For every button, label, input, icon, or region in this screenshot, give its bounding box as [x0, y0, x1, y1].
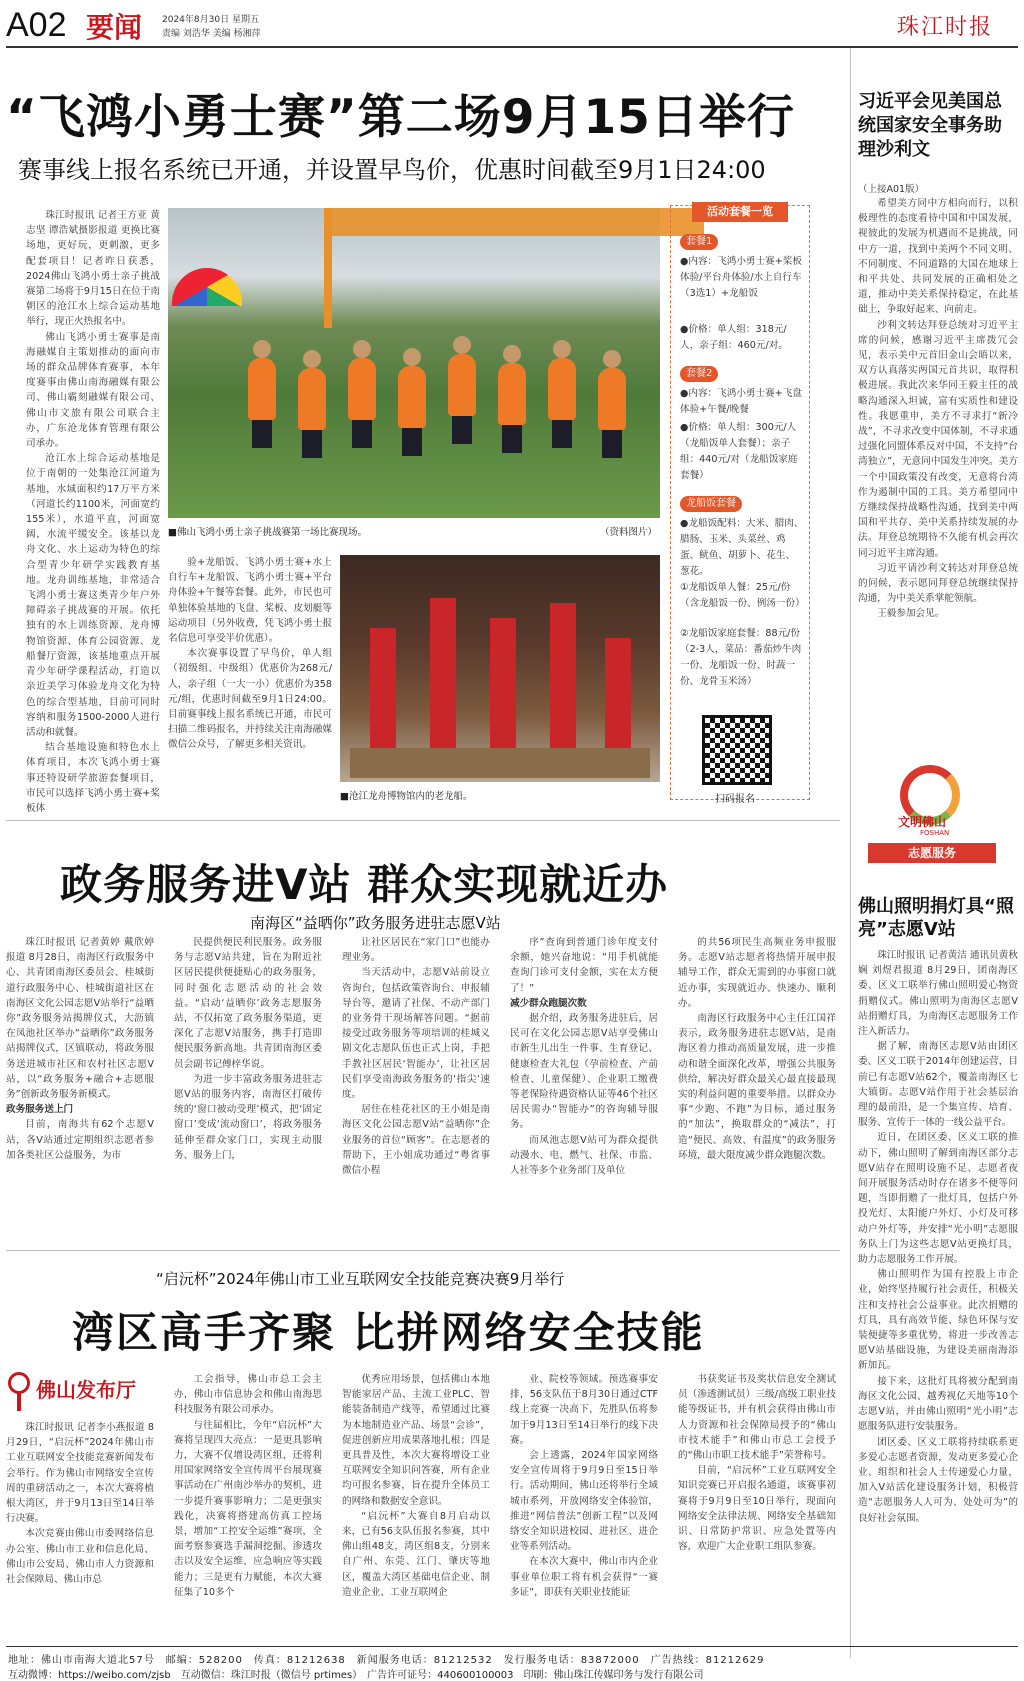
- paragraph: 目前，南海共有62个志愿V站，各V站通过定期组织志愿者参加各类社区公益服务，为市: [6, 1119, 154, 1161]
- photo1-caption: ■佛山飞鸿小勇士亲子挑战赛第一场比赛现场。: [168, 527, 367, 538]
- story1-subhead: 赛事线上报名系统已开通，并设置早鸟价，优惠时间截至9月1日24:00: [18, 156, 766, 184]
- flag: [430, 598, 456, 748]
- paragraph: 序”查询到普通门诊年度支付余额，她兴奋地说：“用手机就能查询门诊可支付金额，实在太方便了！”: [510, 937, 658, 994]
- story3-column-3: [342, 1372, 490, 1630]
- package-item: ●内容：飞鸿小勇士赛+桨板体验/平台舟体验/水上自行车（3选1）+龙船饭: [680, 256, 802, 299]
- story1-headline: “飞鸿小勇士赛”第二场9月15日举行: [6, 90, 795, 145]
- package-box-title: 活动套餐一览: [692, 202, 788, 222]
- story2-column-4: [510, 935, 658, 1225]
- start-arch: [324, 208, 704, 236]
- subheading: 政务服务送上门: [6, 1104, 74, 1116]
- story3-kicker: “启沅杯”2024年佛山市工业互联网安全技能竞赛决赛9月举行: [156, 1270, 565, 1288]
- story2-column-1: [6, 935, 154, 1225]
- logo-text: 佛山发布厅: [36, 1378, 136, 1402]
- paragraph: 业、院校等领域。预选赛事安排，56支队伍于8月30日通过CTF线上竞赛一决高下，先胜队伍将参加于9月13日至14日举行的线下决赛。: [510, 1374, 658, 1446]
- runner: [548, 358, 576, 420]
- header-rule: [6, 46, 1018, 48]
- flag: [550, 603, 576, 748]
- paragraph: 工会指导，佛山市总工会主办，佛山市信息协会和佛山南海思科技服务有限公司承办。: [174, 1374, 322, 1416]
- runner: [248, 358, 276, 420]
- paragraph: 珠江时报讯 记者李小燕报道 8月29日，“启沅杯”2024年佛山市工业互联网安全技能竞赛新闻发布会举行。作为佛山市网络安全宣传周的重磅活动之一，本次大赛将植根大湾区，并于9月13日至14日举行决赛。: [6, 1422, 154, 1525]
- paragraph: 的共56项民生高频业务申报服务。志愿V站志愿者将热情开展申报辅导工作，群众无需到的办事窗口就近办事，实现就近办、快速办、顺利办。: [678, 937, 836, 1009]
- page-number: A02: [6, 6, 67, 44]
- paragraph: 沧江水上综合运动基地是位于南朝的一处集沧江河道为基地，水域面积约17万平方米（河道长约1100米，河面宽约155米），水道平直，河面宽阔，水流平缓安全。该基以龙舟文化、水上运动为特色的综合型青少年研学实践教育基地。龙舟训练基地，非常适合飞鸿小勇士赛这类青少年户外障碍亲子挑战赛的开展。依托独有的水上训练资源、龙舟博物馆资源、体育公园资源、龙船餐厅资源，该基地重点开展青少年研学课程活动，打造以亲近美学习体验龙舟文化为特色的综合型基地，目前可同时容纳和服务1500-2000人进行活动和就餐。: [26, 453, 160, 738]
- paragraph: 沙利文转达拜登总统对习近平主席的问候，感谢习近平主席拨冗会见，表示美中元首旧金山会晤以来，双方认真落实两国元首共识，取得积极进展。我此次来华同王毅主任的战略沟通深入坦诚，富有实质性和建设性。我愿重申，美方不寻求打“新冷战”，不寻求改变中国体制，不寻求通过强化同盟体系反对中国，不支持“台湾独立”，无意同中国发生冲突。美方一个中国政策没有改变，无意将台湾作为遏制中国的工具。美方希望同中方继续保持战略性沟通，找到美中两国和平共存、美中关系持续发展的办法。拜登总统期待不久能有机会再次同习近平主席沟通。: [858, 319, 1018, 559]
- race-photo: [168, 208, 660, 518]
- issue-date: 2024年8月30日 星期五: [162, 15, 259, 25]
- paragraph: 结合基地设施和特色水上体育项目，本次飞鸿小勇士赛事还特设研学旅游套餐项目，市民可以选择飞鸿小勇士赛+桨板体: [26, 742, 160, 814]
- paragraph: 据了解，南海区志愿V站由团区委、区义工联于2014年创建运营，目前已有志愿V站62个，覆盖南海区七大镇街。志愿V站作用于社会基层治理的最前沿，是一个集宣传、培育、服务、宣传于一体的一线公益平台。: [858, 1041, 1018, 1129]
- section-rule: [6, 820, 840, 821]
- paragraph: 本次竞赛由佛山市委网络信息办公室、佛山市工业和信息化局、佛山市公安局、佛山市人力资源和社会保障局、佛山市总: [6, 1528, 154, 1586]
- story2-headline: 政务服务进Ⅴ站 群众实现就近办: [60, 860, 669, 909]
- paragraph: 佛山飞鸿小勇士赛事是南海融媒自主策划推动的面向市场的群众品牌体育赛事，本年度赛事由佛山南海融媒有限公司、佛山霸刻融媒有限公司、佛山市文旅有限公司联合主办，广东沧龙体育管理有限公司承办。: [26, 331, 160, 450]
- paragraph: 希望美方同中方相向而行，以积极理性的态度看待中国和中国发展，视彼此的发展为机遇而不是挑战，同中方一道，找到中美两个不同文明、不同制度、不同道路的大国在地球上和平共处、共同发展的正确相处之道，推动中美关系保持稳定，在此基础上，争取好起来、向前走。: [858, 198, 1018, 316]
- arch-post: [324, 208, 332, 328]
- civilized-foshan-logo: [868, 765, 1018, 867]
- package-item: ●内容：飞鸿小勇士赛+飞盘体验+午餐/晚餐: [680, 388, 802, 415]
- column-rule: [850, 48, 851, 1658]
- package-item: ●价格：单人组：300元/人（龙船饭单人套餐）；亲子组：440元/对（龙船饭家庭套餐）: [680, 422, 798, 481]
- paragraph: 为进一步丰富政务服务进驻志愿V站的服务内容，南海区打破传统的‘窗口被动受理’模式，把‘固定窗口’变成‘流动窗口’，将政务服务延伸至群众家门口，实现主动服务、服务上门，: [174, 1073, 322, 1161]
- paragraph: 目前，“启沅杯”工业互联网安全知识竞赛已开启报名通道，该赛事初赛将于9月9日至10日举行，现面向网络安全法律法规、网络安全基础知识、日常防护常识、应急处置等内容，欢迎广大企业职工组队参赛。: [678, 1465, 836, 1553]
- paragraph: 民提供便民利民服务。政务服务与志愿V站共建，旨在为附近社区居民提供便捷贴心的政务服务，同时强化志愿活动的社会效益。“启动‘益晒你’政务志愿服务站，不仅拓宽了政务服务渠道，更深化了志愿V站服务，携手打造即便民服务新高地。共青团南海区委员会副书记傅梓华说。: [174, 937, 322, 1070]
- paragraph: 与往届相比，今年“启沅杯”大赛将呈现四大亮点：一是更具影响力，大赛不仅增设湾区组，还将利用国家网络安全宣传周平台展现赛事活动在广州南沙举办的契机，进一步提升赛事影响力；二是更强实践化，决赛将搭建高仿真工控场景，增加“工控安全运维”赛项，全面考察参赛选手漏洞挖掘、渗透攻击以及安全运维、应急响应等实践能力；三是更有力赋能，本次大赛征集了10多个: [174, 1419, 322, 1598]
- footer-rule: [6, 1646, 1018, 1647]
- paragraph: 当天活动中，志愿V站前设立咨询台，包括政策咨询台、申报辅导台等，邀请了社保、不动产部门的业务骨干现场解答问题。“据前接受过政务服务等项培训的桂城义剧文化志愿队伍也正式上岗，手把手教社区居民‘智能办’，让社区居民们享受南海政务服务的‘指尖’速度。: [342, 967, 490, 1101]
- paragraph: 书获奖证书及奖状信息安全测试员（渗透测试员）三级/高级工职业技能等级证书，并有机会获得由佛山市人力资源和社会保障局授予的“佛山市技术能手”和佛山市总工会授予的“佛山市职工技术能手”荣誉称号。: [678, 1374, 836, 1462]
- section-rule: [6, 1250, 840, 1251]
- paragraph: 本次赛事设置了早鸟价，单人组（初级组、中级组）优惠价为268元/人，亲子组（一大一小）优惠价为358元/组，优惠时间截至9月1日24:00。目前赛事线上报名系统已开通，市民可扫描二维码报名，并持续关注南海融媒微信公众号，了解更多相关资讯。: [168, 648, 332, 751]
- package-item: ●价格：单人组：318元/人，亲子组：460元/对。: [680, 324, 788, 351]
- package-item: ②龙船饭家庭套餐：88元/份（2-3人，菜品：番茄炒牛肉一份、龙船饭一份、时蔬一份、龙骨玉米汤）: [680, 628, 802, 687]
- flag: [605, 638, 631, 748]
- paragraph: 据介绍，政务服务进驻后，居民可在文化公园志愿V站享受佛山市新生儿出生一件事、生育登记、健康检查大礼包（孕前检查、产前检查、儿童保健）、企业职工缴费等老保险待遇资格认证等46个社区居民需办“智能办”的咨询辅导服务。: [510, 1013, 658, 1131]
- paragraph: 近日，在团区委、区义工联的推动下，佛山照明了解到南海区部分志愿V站存在照明设施不足、志愿者夜间开展服务活动时存在诸多不便等问题，当即捐赠了一批灯具，包括户外投光灯、太阳能户外灯、小灯及可移动户外灯等，并安排“光小明”志愿服务队上门为这些志愿V站更换灯具，助力志愿服务工作开展。: [858, 1132, 1018, 1266]
- story2-column-2: [174, 935, 322, 1225]
- story2-subhead: 南海区“益晒你”政务服务进驻志愿Ⅴ站: [250, 914, 501, 932]
- story3-column-4: [510, 1372, 658, 1630]
- runner: [348, 358, 376, 420]
- umbrella: [172, 268, 242, 306]
- runner: [448, 354, 476, 416]
- photo1-source: （资料图片）: [600, 527, 658, 538]
- right-story2-headline: 佛山照明捐灯具“照亮”志愿V站: [858, 896, 1014, 940]
- paragraph: “启沅杯”大赛自8月启动以来，已有56支队伍报名参赛，其中佛山组48支，湾区组8支，分别来自广州、东莞、江门、肇庆等地区，覆盖大湾区基础电信企业、制造业企业、工业互联网企: [342, 1510, 490, 1598]
- footer-contact: 地址：佛山市南海大道北57号 邮编：528200 传真：81212638 新闻服务电话：81212532 发行服务电话：83872000 广告热线：81212629: [8, 1655, 765, 1666]
- story3-column-1: [6, 1420, 154, 1630]
- story3-column-5: [678, 1372, 836, 1630]
- story3-column-2: [174, 1372, 322, 1630]
- package-tag: 套餐2: [680, 366, 718, 382]
- foshan-release-logo: [6, 1372, 156, 1412]
- dragon-boat: [350, 748, 650, 778]
- logo-en: FOSHAN: [920, 829, 950, 837]
- runner: [598, 368, 626, 430]
- paragraph: 珠江时报讯 记者黄洁 通讯员黄秋娴 刘煜君报道 8月29日，团南海区委、区义工联举行佛山照明爱心物资捐赠仪式。佛山照明为南海区志愿V站捐赠灯具，为南海区志愿服务工作注入新活力。: [858, 950, 1018, 1038]
- paragraph: 在本次大赛中，佛山市内企业事业单位职工将有机会获得“一赛多证”，即获有关职业技能证: [510, 1556, 658, 1598]
- story1-column-1: [26, 208, 160, 814]
- paragraph: 接下来，这批灯具将被分配到南海区文化公园、越秀视亿天地等10个志愿V站，并由佛山照明“光小明”志愿服务队进行安装服务。: [858, 1375, 1018, 1433]
- section-name: 要闻: [86, 11, 143, 44]
- footer-info: 互动微博：https://weibo.com/zjsb 互动微信：珠江时报（微信号 prtimes） 广告许可证号：440600100003 印刷：佛山珠江传媒印务与发行有限公司: [8, 1670, 704, 1681]
- right-story1-headline: 习近平会见美国总统国家安全事务助理沙利文: [858, 91, 1002, 160]
- qr-code[interactable]: [702, 715, 772, 785]
- dragon-boat-museum-photo: [340, 555, 660, 782]
- paragraph: 珠江时报讯 记者王方亚 黄志坚 谭浩斌摄影报道 更换比赛场地，更好玩，更刺激，更多配套项目！记者昨日获悉，2024佛山飞鸿小勇士亲子挑战赛第二场将于9月15日在位于南朝区的沧江水上综合运动基地举行，现正火热报名中。: [26, 210, 160, 328]
- paragraph: 居住在桂花社区的王小姐是南海区文化公园志愿V站“益晒你”企业服务的首位“顾客”。在志愿者的帮助下，王小姐成功通过“粤省事微信小程: [342, 1104, 490, 1177]
- package-tag: 龙船饭套餐: [680, 496, 742, 512]
- paragraph: 佛山照明作为国有控股上市企业，始终坚持履行社会责任，积极关注和支持社会公益事业。此次捐赠的灯具，具有高效节能、绿色环保与安装便捷等多重优势，将进一步改善志愿V站基础设施，为建设美丽南海添新加瓦。: [858, 1269, 1018, 1372]
- package-item: ①龙船饭单人餐：25元/份（含龙船饭一份、例汤一份）: [680, 582, 805, 609]
- story1-column-2: [168, 555, 332, 810]
- newspaper-logo: 珠江时报: [897, 15, 994, 40]
- paragraph: 而凤池志愿V站可为群众提供动漫水、电、燃气、社保、市监、人社等多个业务部门及单位: [510, 1134, 658, 1177]
- continued-from: （上接A01版）: [858, 184, 925, 195]
- package-tag: 套餐1: [680, 234, 718, 250]
- flag: [370, 628, 396, 748]
- qr-label: 扫码报名: [715, 794, 755, 805]
- runner: [498, 363, 526, 425]
- paragraph: 会上透露，2024年国家网络安全宣传周将于9月9日至15日举行。活动期间，佛山还将举行全域城市系列，开放网络安全体验馆，推进“网信普法”创新工程”以及网络安全知识进校园、进社区、进企业等系列活动。: [510, 1450, 658, 1553]
- paragraph: 珠江时报讯 记者黄婷 戴欣婷报道 8月28日，南海区行政服务中心、共青团南海区委员会、桂城街道行政服务中心、桂城街道社区在南海区文化公园志愿V站举行“益晒你”政务服务站揭牌仪式，大沥镇在凤池社区举办“益晒你”政务服务站揭牌仪式，区镇联动，将政务服务送进城市社区和农村社区志愿V站，以“政务服务+融合+志愿服务”创新政务服务新模式。: [6, 937, 154, 1101]
- paragraph: 团区委、区义工联将持续联系更多爱心志愿者资源，发动更多爱心企业、组织和社会人士传递爱心力量，加入V站活化建设服务计划，积极营造“志愿服务人人可为、处处可为”的良好社会氛围。: [858, 1436, 1018, 1524]
- story2-column-5: [678, 935, 836, 1225]
- subheading: 减少群众跑腿次数: [510, 997, 587, 1009]
- microphone-icon: [8, 1372, 30, 1394]
- right-story1-body: [858, 196, 1018, 701]
- paragraph: 让社区居民在“家门口”也能办理业务。: [342, 937, 490, 964]
- right-story2-body: [858, 948, 1018, 1653]
- photo2-caption: ■沧江龙舟博物馆内的老龙船。: [340, 791, 473, 802]
- runner: [398, 366, 426, 428]
- flag: [490, 618, 516, 748]
- paragraph: 南海区行政服务中心主任江国祥表示，政务服务进驻志愿V站，是南海区着力推动高质量发展，进一步推动和谐全面深化改革，增强公共服务供给，解决好群众最关心最直接最现实的利益问题的重要举措。以群众办事“少跑、不跑”为目标，通过服务的“加法”，换取群众的“减法”，打造“便民、高效、有温度”的政务服务环境，最大限度减少群众跑腿次数。: [678, 1013, 836, 1161]
- package-item: ●龙船饭配料：大米、腊肉、腊肠、玉米、头菜丝、鸡蛋、鱿鱼、胡萝卜、花生、葱花。: [680, 518, 804, 577]
- editors: 责编 刘浩华 美编 杨湘萍: [162, 29, 261, 39]
- story2-column-3: [342, 935, 490, 1225]
- paragraph: 优秀应用场景，包括佛山本地智能家居产品、主流工业PLC、智能装备制造产线等，希望通过比赛为本地制造业产品、场景“会诊”，促进创新应用成果落地扎根；四是更具普及性，本次大赛将增设工业互联网安全知识问答赛，所有企业均可报名参赛，旨在提升全体员工的网络和数据安全意识。: [342, 1374, 490, 1507]
- paragraph: 习近平请沙利文转达对拜登总统的问候，表示愿同拜登总统继续保持沟通，为中美关系掌舵领航。: [858, 562, 1018, 605]
- paragraph: 王毅参加会见。: [877, 608, 945, 620]
- paragraph: 验+龙船饭、飞鸿小勇士赛+水上自行车+龙船饭、飞鸿小勇士赛+平台舟体验+午餐等套餐。此外，市民也可单独体验基地的飞盘、桨板、皮划艇等运动项目（另外收费，凭飞鸿小勇士报名信息可享受半价优惠）。: [168, 557, 332, 645]
- logo-text: 文明佛山: [898, 815, 947, 829]
- runner: [298, 368, 326, 430]
- volunteer-badge: 志愿服务: [868, 843, 996, 863]
- story3-headline: 湾区高手齐聚 比拼网络安全技能: [72, 1308, 705, 1357]
